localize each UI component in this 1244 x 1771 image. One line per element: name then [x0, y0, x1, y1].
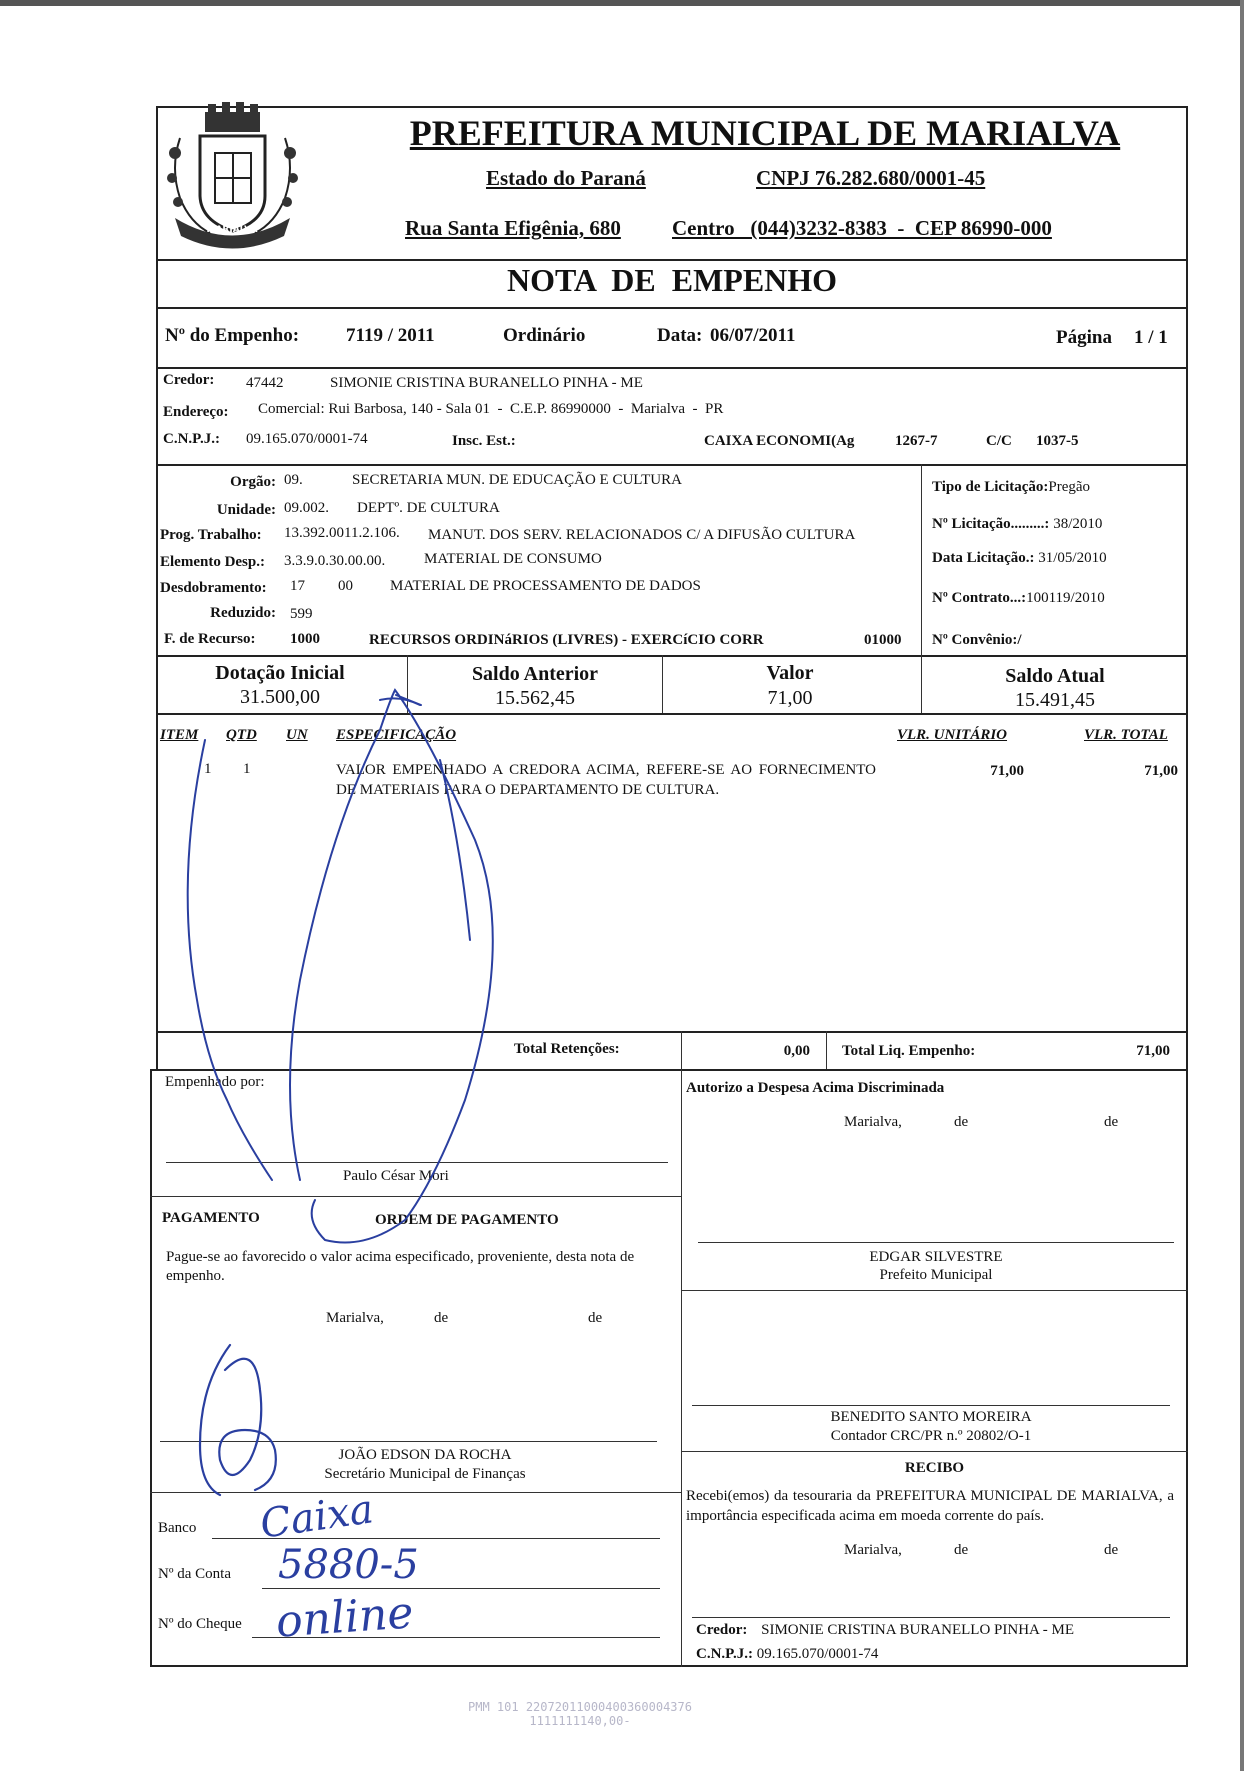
- pagamento-signer: JOÃO EDSON DA ROCHA: [338, 1447, 512, 1463]
- pen-stroke-empenho: [290, 690, 493, 1243]
- handwritten-bank: Caixa: [257, 1486, 377, 1548]
- items-header-item: ITEM: [160, 727, 199, 743]
- pagamento-de-2: de: [588, 1310, 603, 1326]
- valor-label: Valor: [766, 662, 814, 684]
- credor-cnpj-label: C.N.P.J.:: [163, 431, 220, 447]
- recurso-code: 1000: [290, 631, 320, 647]
- contador-signer: BENEDITO SANTO MOREIRA: [830, 1409, 1032, 1425]
- pagamento-signer-role: Secretário Municipal de Finanças: [324, 1466, 526, 1482]
- items-header-spec: ESPECIFICAÇÃO: [336, 727, 457, 743]
- autorizo-label: Autorizo a Despesa Acima Discriminada: [686, 1080, 945, 1096]
- city-hall-cnpj: CNPJ 76.282.680/0001-45: [756, 166, 986, 190]
- saldo-atual-value: 15.491,45: [1015, 689, 1095, 711]
- items-header-un: UN: [286, 727, 308, 743]
- recurso-name: RECURSOS ORDINáRIOS (LIVRES) - EXERCíCIO CORR: [369, 632, 764, 648]
- valor-value: 71,00: [767, 687, 813, 709]
- recibo-credor-label: Credor:: [696, 1622, 748, 1638]
- elemento-label: Elemento Desp.:: [160, 554, 265, 570]
- dotacao-label: Dotação Inicial: [215, 662, 345, 684]
- credor-code: 47442: [246, 375, 284, 391]
- credor-cnpj: 09.165.070/0001-74: [246, 431, 368, 447]
- recibo-city: Marialva,: [844, 1542, 902, 1558]
- item-total-value: 71,00: [1144, 763, 1178, 779]
- recibo-text: Recebi(emos) da tesouraria da PREFEITURA MUNICIPAL DE MARIALVA, a importância especificada acima em moeda corrente do país.: [686, 1488, 1174, 1524]
- empenho-date: 06/07/2011: [710, 325, 796, 346]
- state-name: Estado do Paraná: [486, 166, 646, 190]
- recibo-cnpj-value: 09.165.070/0001-74: [756, 1646, 879, 1662]
- item-qty: 1: [243, 761, 251, 777]
- city-hall-address: Rua Santa Efigênia, 680: [405, 216, 621, 240]
- desdobramento-code2: 00: [338, 578, 353, 594]
- licitacao-number-value: 38/2010: [1053, 516, 1103, 532]
- page-label: Página: [1056, 327, 1112, 348]
- licitacao-type-label: Tipo de Licitação:: [932, 479, 1049, 495]
- recibo-de-2: de: [1104, 1542, 1119, 1558]
- city-hall-title: PREFEITURA MUNICIPAL DE MARIALVA: [409, 113, 1121, 153]
- contrato-value: 100119/2010: [1026, 590, 1105, 606]
- footer-barcode-text: PMM 101 22072011000400360004376 1111111140,00-: [468, 1700, 692, 1728]
- reduzido-label: Reduzido:: [210, 605, 276, 621]
- prog-name: MANUT. DOS SERV. RELACIONADOS C/ A DIFUSÃO CULTURA: [428, 527, 856, 543]
- pagamento-label: PAGAMENTO: [162, 1210, 260, 1226]
- retencoes-value: 0,00: [783, 1043, 810, 1059]
- desdobramento-code1: 17: [290, 578, 305, 594]
- retencoes-label: Total Retenções:: [514, 1041, 620, 1057]
- contador-signer-role: Contador CRC/PR n.º 20802/O-1: [830, 1428, 1032, 1444]
- empenho-type: Ordinário: [503, 325, 586, 346]
- credor-bank: CAIXA ECONOMI(Ag: [704, 433, 855, 449]
- empenho-number-label: Nº do Empenho:: [165, 325, 300, 346]
- credor-address-label: Endereço:: [163, 404, 229, 420]
- recibo-cnpj-label: C.N.P.J.:: [696, 1646, 753, 1662]
- credor-cc-label: C/C: [986, 433, 1012, 449]
- empenhado-label: Empenhado por:: [165, 1074, 265, 1090]
- items-header-total-value: VLR. TOTAL: [1084, 727, 1168, 743]
- pagamento-text: Pague-se ao favorecido o valor acima especificado, proveniente, desta nota de empenho.: [166, 1249, 635, 1284]
- prog-code: 13.392.0011.2.106.: [284, 525, 400, 541]
- empenhado-name: Paulo César Mori: [343, 1168, 449, 1184]
- city-hall-contact: Centro (044)3232-8383 - CEP 86990-000: [672, 216, 1052, 240]
- cheque-label: Nº do Cheque: [158, 1616, 242, 1632]
- handwritten-account: 5880-5: [278, 1542, 419, 1588]
- unidade-label: Unidade:: [216, 502, 276, 518]
- pen-stroke-left: [188, 740, 272, 1180]
- autorizo-de-1: de: [954, 1114, 969, 1130]
- ordem-pagamento-label: ORDEM DE PAGAMENTO: [375, 1212, 559, 1228]
- contrato-label: Nº Contrato...:: [932, 590, 1027, 606]
- desdobramento-name: MATERIAL DE PROCESSAMENTO DE DADOS: [390, 578, 701, 594]
- pen-stroke-pagamento-initials: [200, 1345, 276, 1495]
- saldo-atual-label: Saldo Atual: [1005, 665, 1105, 687]
- credor-label: Credor:: [163, 372, 215, 388]
- item-spec: VALOR EMPENHADO A CREDORA ACIMA, REFERE-SE AO FORNECIMENTO DE MATERIAIS PARA O DEPARTAMENTO DE CULTURA.: [336, 762, 876, 798]
- recibo-label: RECIBO: [904, 1460, 965, 1476]
- elemento-name: MATERIAL DE CONSUMO: [424, 551, 602, 567]
- empenho-date-label: Data:: [657, 325, 703, 346]
- licitacao-date-value: 31/05/2010: [1038, 550, 1107, 566]
- desdobramento-label: Desdobramento:: [160, 580, 267, 596]
- document-title: NOTA DE EMPENHO: [506, 262, 838, 298]
- saldo-anterior-value: 15.562,45: [495, 687, 575, 709]
- reduzido-value: 599: [290, 606, 313, 622]
- page-number: 1 / 1: [1134, 327, 1168, 348]
- autorizo-city: Marialva,: [844, 1114, 902, 1130]
- handwritten-cheque: online: [274, 1587, 415, 1648]
- pagamento-de-1: de: [434, 1310, 449, 1326]
- item-number: 1: [204, 761, 212, 777]
- autorizo-signer-role: Prefeito Municipal: [879, 1267, 993, 1283]
- dotacao-value: 31.500,00: [240, 686, 320, 708]
- recurso-number: 01000: [864, 632, 902, 648]
- licitacao-date-label: Data Licitação.:: [932, 550, 1035, 566]
- items-header-unit-value: VLR. UNITÁRIO: [897, 727, 1008, 743]
- unidade-name: DEPTº. DE CULTURA: [357, 500, 500, 516]
- svg-text:MARIALVA: MARIALVA: [206, 225, 258, 235]
- autorizo-de-2: de: [1104, 1114, 1119, 1130]
- liquido-label: Total Liq. Empenho:: [842, 1043, 976, 1059]
- credor-insc-label: Insc. Est.:: [452, 433, 516, 449]
- recibo-de-1: de: [954, 1542, 969, 1558]
- autorizo-signer: EDGAR SILVESTRE: [869, 1249, 1003, 1265]
- item-unit-value: 71,00: [990, 763, 1024, 779]
- unidade-code: 09.002.: [284, 500, 329, 516]
- orgao-label: Orgão:: [230, 474, 276, 490]
- banco-label: Banco: [158, 1520, 197, 1536]
- elemento-code: 3.3.9.0.30.00.00.: [284, 553, 386, 569]
- credor-agency: 1267-7: [895, 433, 938, 449]
- recibo-credor-name: SIMONIE CRISTINA BURANELLO PINHA - ME: [761, 1622, 1075, 1638]
- credor-cc: 1037-5: [1036, 433, 1079, 449]
- licitacao-type-value: Pregão: [1048, 479, 1091, 495]
- conta-label: Nº da Conta: [158, 1566, 231, 1582]
- saldo-anterior-label: Saldo Anterior: [471, 663, 599, 685]
- orgao-name: SECRETARIA MUN. DE EDUCAÇÃO E CULTURA: [352, 472, 682, 488]
- empenho-number: 7119 / 2011: [346, 325, 435, 346]
- recurso-label: F. de Recurso:: [164, 631, 256, 647]
- prog-label: Prog. Trabalho:: [160, 527, 262, 543]
- items-header-qtd: QTD: [226, 727, 257, 743]
- liquido-value: 71,00: [1136, 1043, 1170, 1059]
- orgao-code: 09.: [284, 472, 303, 488]
- convenio-label: Nº Convênio:/: [932, 632, 1022, 648]
- pagamento-city: Marialva,: [326, 1310, 384, 1326]
- credor-address: Comercial: Rui Barbosa, 140 - Sala 01 - C.E.P. 86990000 - Marialva - PR: [258, 401, 724, 417]
- licitacao-number-label: Nº Licitação.........:: [932, 516, 1050, 532]
- credor-name: SIMONIE CRISTINA BURANELLO PINHA - ME: [330, 375, 643, 391]
